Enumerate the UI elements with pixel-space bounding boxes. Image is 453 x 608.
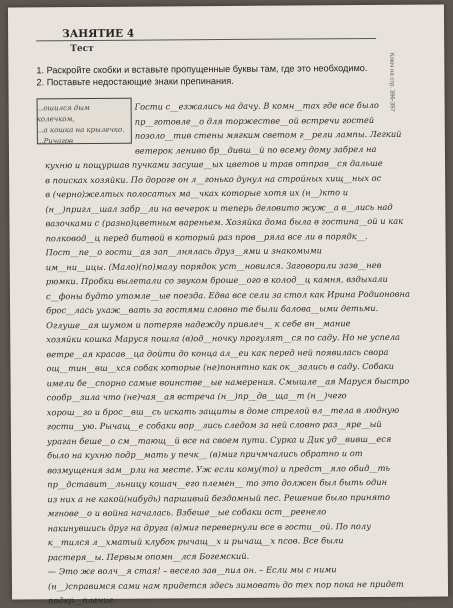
- text-line: пр__готовле__о для торжестве__ой встречи гостей: [134, 114, 375, 127]
- text-line: сообр__зила что (не)чая__ая встреча (н__)пр__дв__ща__т (н__)чего: [46, 390, 347, 403]
- text-line: Пост__пе__о гости__ая зап__лнялась друз__ями и знакомыми: [45, 245, 323, 258]
- text-line: в поисках хозяйки. По дороге он л__гонько дунул на стройных хищ__ных ос: [45, 172, 382, 185]
- task-item-1: 1. Раскройте скобки и вставьте пропущенные буквы там, где это необходимо.: [36, 63, 368, 76]
- text-line: Гости с__езжались на дачу. В комн__тах где все было: [134, 99, 379, 112]
- text-line: (н__)пригл__шал забр__ли на вечерок и теперь деловито жуж__а в__лись над: [45, 201, 393, 214]
- text-line: к__тился л__хматый клубок рычащ__х и рычащ__х псов. Все были: [47, 535, 344, 548]
- text-line: мгнове__о и война началась. Взбеше__ые собаки ост__реенело: [47, 506, 327, 519]
- answer-key-note: Ключ на стр. 396-397: [388, 52, 395, 112]
- text-line: с__фоны будто утомле__ые поезда. Едва все сели за стол как Ирина Родионовна: [45, 288, 410, 301]
- text-line: позоло__тив стены мягким светом г__рели лампы. Легкий: [134, 128, 402, 141]
- task-list: [36, 62, 386, 88]
- text-line: вазочками с (разно)цветным вареньем. Хозяйка дома была в гостина__ой и как: [45, 215, 404, 229]
- text-line: в (черно)желтых полосатых ма__чках которые хотя их (н__)кто и: [45, 187, 349, 200]
- text-line: хозяйки кошка Маруся пошла (в)од__ночку прогулят__ся по саду. Но не успела: [46, 331, 401, 345]
- text-line: подкр__пление.: [48, 594, 117, 606]
- text-line: накинувшись друг на друга (в)миг перевернули все в гости__ой. По полу: [47, 520, 372, 533]
- text-line: имели бе__спорно самые воинстве__ые намерения. Смышле__ая Маруся быстро: [46, 375, 410, 388]
- epigraph-line: ...а кошка на крылечко.: [36, 125, 125, 135]
- text-line: ветре__ая красав__ца дойти до конца ал__еи как перед ней появилась свора: [46, 346, 389, 359]
- epigraph-line: ...ошился дым колечком,: [36, 103, 90, 124]
- text-line: гости__ую. Рычащ__е собаки вор__лись следом за ней словно раз__яре__ый: [46, 418, 382, 432]
- text-line: возмущения зам__рли на месте. Уж если кому(то) и предст__яло обид__ть: [47, 462, 391, 475]
- text-line: ураган беше__о см__тающ__й все на своем пути. Сурка и Дик уд__вивш__еся: [46, 433, 392, 446]
- task-item-2: 2. Поставьте недостающие знаки препинания.: [36, 75, 234, 88]
- text-line: полковод__ц перед битвой в который раз пров__ряла все ли в порядк__.: [45, 230, 368, 243]
- text-line: растеря__ы. Первым опомн__лся Богемский.: [47, 550, 250, 562]
- text-line: им__ни__ицы. (Мало)(по)малу порядок уст__новился. Заговорили зазв__нев: [45, 259, 382, 272]
- text-line: пр__дставит__льницу кошач__его племен__ то это должен был быть один: [47, 476, 388, 490]
- text-line: из них а не какой(нибудь) паршивый бездомный пес. Решение было принято: [47, 491, 390, 504]
- lesson-subtitle: Тест: [70, 43, 94, 55]
- worksheet-page: [8, 4, 448, 606]
- text-line: рюмки. Пробки вылетали со звуком броше__ого в колод__ц камня, вздыхали: [45, 273, 388, 287]
- exercise-text: [45, 98, 410, 608]
- lesson-title: ЗАНЯТИЕ 4: [62, 27, 135, 41]
- text-line: (н__)справимся сами нам придется здесь зимовать до тех пор пока не придет: [47, 578, 404, 591]
- epigraph-line: ...Ричагов: [36, 137, 74, 146]
- text-line: хорош__го и брос__вш__сь искать защиты в доме стрелой вл__тела в людную: [46, 404, 400, 417]
- text-line: было на кухню подр__мать у печк__ (в)миг причмчались обратно и от: [47, 448, 363, 461]
- text-line: кухню и пощуршав пучками засуше__ых цветов и трав отправ__ся дальше: [45, 157, 383, 171]
- text-line: ощ__тин__вш__хся собак которые (не)понятно как ок__зались в саду. Собаки: [46, 360, 394, 374]
- text-line: Оглуше__ая шумом и потеряв надежду привлеч__ к себе вн__мание: [46, 317, 351, 330]
- text-line: ветерок лениво бр__дивш__й по всему дому забрел на: [134, 143, 377, 156]
- text-line: брос__лась ухаж__вать за гостями словно те были балова__ыми детьми.: [46, 302, 379, 316]
- text-line: — Это же волч__я стая! – весело зав__пил он. – Если мы с ними: [47, 564, 337, 577]
